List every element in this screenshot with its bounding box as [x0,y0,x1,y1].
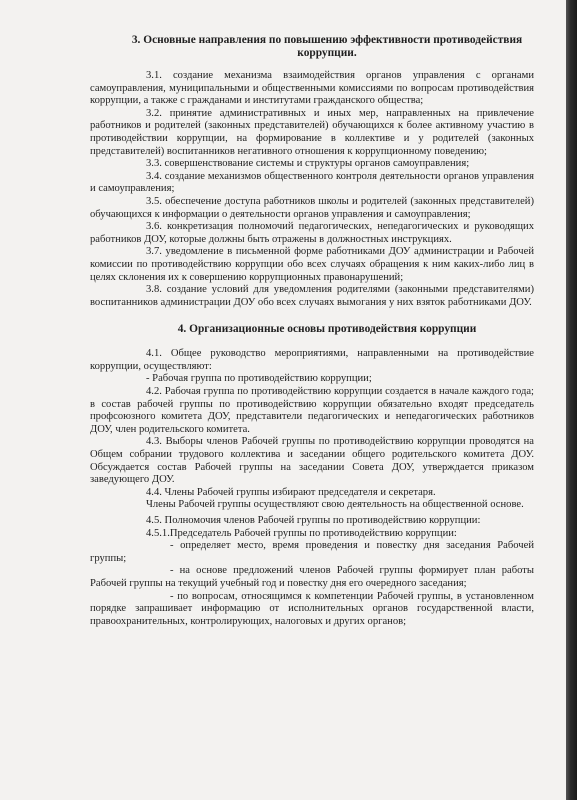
item-4-5: 4.5. Полномочия членов Рабочей группы по противодействию коррупции: [146,515,481,526]
duty-1: - определяет место, время проведения и повестку дня заседания Рабочей группы; [90,540,534,564]
item-4-2: 4.2. Рабочая группа по противодействию коррупции создается в начале каждого года; в состав рабочей группы по противодействию коррупции обязательно входят председатель профсоюзного комитета ДОУ, представители педагогических и непедагогических работников ДОУ, член родительского комитета. [90,386,534,435]
item-3-8: 3.8. создание условий для уведомления родителями (законными представителями) воспитанников администрации ДОУ обо всех случаях вымогания у них взяток работниками ДОУ. [90,284,534,308]
item-4-1: 4.1. Общее руководство мероприятиями, направленными на противодействие коррупции, осуществляют: [90,348,534,372]
item-3-4: 3.4. создание механизмов общественного контроля деятельности органов управления и самоуправления; [90,170,534,195]
item-3-3: 3.3. совершенствование системы и структуры органов самоуправления; [146,158,470,170]
item-3-6: 3.6. конкретизация полномочий педагогических, непедагогических и руководящих работников ДОУ, которые должны быть отражены в должностных инструкциях. [90,221,534,245]
item-3-5: 3.5. обеспечение доступа работников школы и родителей (законных представителей) обучающихся к информации о деятельности органов управления и самоуправления; [90,195,534,220]
item-3-2: 3.2. принятие административных и иных мер, направленных на привлечение работников и родителей (законных представителей) обучающихся к более активному участию в противодействии коррупции, на формирование в коллективе и у родителей (законных представителей) воспитанников негативного отношения к коррупционному поведению; [90,107,534,157]
item-4-1-a: - Рабочая группа по противодействию коррупции; [146,373,372,385]
item-3-1: 3.1. создание механизма взаимодействия органов управления с органами самоуправления, муниципальными и общественными комиссиями по вопросам противодействия коррупции, а также с гражданами и институтами гражданского общества; [90,70,534,107]
item-4-4-a: Члены Рабочей группы осуществляют свою деятельность на общественной основе. [146,499,524,511]
duty-3: - по вопросам, относящимся к компетенции Рабочей группы, в установленном порядке запрашивает информацию от исполнительных органов государственной власти, правоохранительных, контролирующих, налоговых и других органов; [90,590,534,627]
section-3-heading: 3. Основные направления по повышению эффективности противодействия коррупции. [131,34,523,59]
item-4-4: 4.4. Члены Рабочей группы избирают председателя и секретаря. [146,486,436,498]
item-4-3: 4.3. Выборы членов Рабочей группы по противодействию коррупции проводятся на Общем собрании трудового коллектива и заседании общего родительского комитета ДОУ. Обсуждается состав Рабочей группы на заседании Совета ДОУ, утверждается приказом заведующего ДОУ. [90,436,534,486]
page-shadow-edge [566,0,577,800]
section-4-heading: 4. Организационные основы противодействия коррупции [177,323,477,336]
item-4-5-1: 4.5.1.Председатель Рабочей группы по противодействию коррупции: [146,527,457,539]
duty-2: - на основе предложений членов Рабочей группы формирует план работы Рабочей группы на текущий учебный год и повестку дня его очередного заседания; [90,565,534,589]
item-3-7: 3.7. уведомление в письменной форме работниками ДОУ администрации и Рабочей комиссии по противодействию коррупции обо всех случаях обращения к ним каких-либо лиц в целях склонения их к совершению коррупционных правонарушений; [90,246,534,283]
